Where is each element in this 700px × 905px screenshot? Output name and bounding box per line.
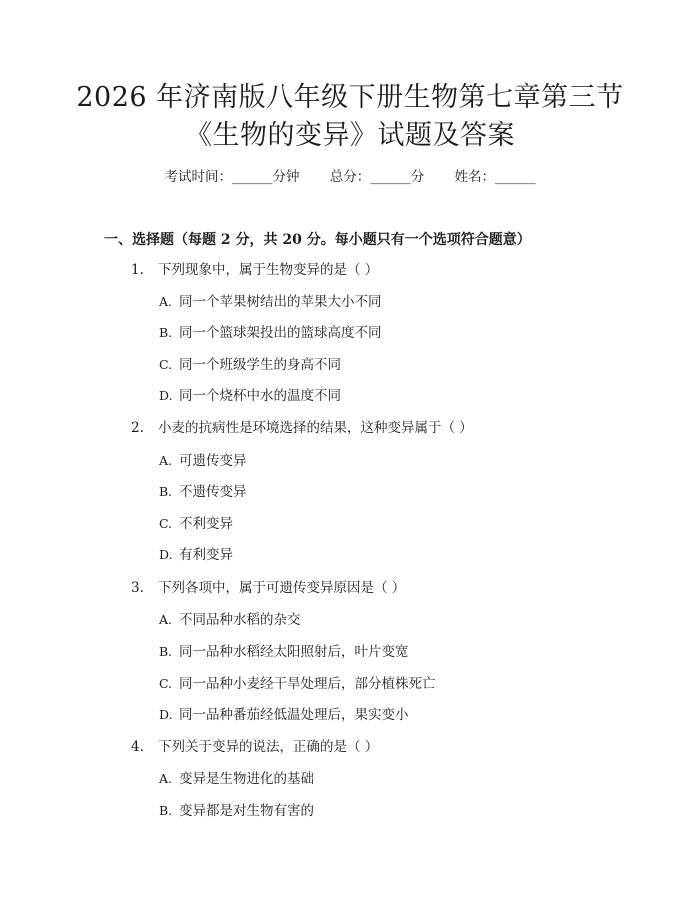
section-heading: 一、选择题（每题 2 分，共 20 分。每小题只有一个选项符合题意） [104, 232, 531, 248]
option-letter: A. [159, 453, 173, 468]
option-3a [159, 610, 301, 630]
option-letter: A. [159, 294, 173, 309]
option-letter: B. [159, 803, 173, 818]
question-text: 下列现象中，属于生物变异的是（ ） [158, 262, 379, 278]
option-letter: D. [159, 707, 173, 722]
option-letter: C. [159, 357, 173, 372]
option-1b [159, 323, 382, 343]
option-text: 可遗传变异 [179, 453, 247, 469]
option-1c [159, 355, 341, 375]
option-text: 有利变异 [179, 547, 233, 563]
option-letter: D. [159, 547, 173, 562]
option-2c [159, 514, 233, 534]
option-text: 不遗传变异 [179, 484, 247, 500]
option-text: 同一品种番茄经低温处理后，果实变小 [179, 707, 409, 723]
option-text: 不利变异 [179, 516, 233, 532]
option-text: 同一品种小麦经干旱处理后，部分植株死亡 [179, 676, 436, 692]
option-text: 同一个烧杯中水的温度不同 [179, 388, 341, 404]
student-name-field: 姓名：______ [454, 169, 536, 185]
option-text: 同一个苹果树结出的苹果大小不同 [179, 294, 382, 310]
document-title-line-1: 2026 年济南版八年级下册生物第七章第三节 [76, 82, 624, 113]
question-text: 下列各项中，属于可遗传变异原因是（ ） [158, 580, 406, 596]
option-4b [159, 801, 314, 821]
option-1a [159, 292, 382, 312]
option-letter: D. [159, 388, 173, 403]
option-text: 不同品种水稻的杂交 [179, 612, 301, 628]
option-text: 同一品种水稻经太阳照射后，叶片变宽 [179, 644, 409, 660]
option-letter: B. [159, 325, 173, 340]
question-text: 下列关于变异的说法，正确的是（ ） [158, 739, 379, 755]
option-2d [159, 545, 233, 565]
option-text: 变异都是对生物有害的 [179, 803, 314, 819]
option-1d [159, 386, 341, 406]
option-text: 变异是生物进化的基础 [179, 771, 314, 787]
option-letter: C. [159, 516, 173, 531]
option-3d [159, 705, 409, 725]
option-letter: C. [159, 676, 173, 691]
total-score-field: 总分：______分 [329, 169, 425, 185]
question-number: 1. [131, 262, 144, 278]
option-3b [159, 642, 409, 662]
option-4a [159, 769, 314, 789]
question-number: 3. [131, 580, 144, 596]
question-3 [131, 578, 405, 598]
document-title-line-2: 《生物的变异》试题及答案 [185, 120, 515, 151]
option-2a [159, 451, 247, 471]
exam-info-row [0, 167, 700, 187]
option-3c [159, 674, 436, 694]
option-text: 同一个班级学生的身高不同 [179, 357, 341, 373]
question-text: 小麦的抗病性是环境选择的结果，这种变异属于（ ） [158, 420, 473, 436]
option-letter: B. [159, 644, 173, 659]
question-2 [131, 418, 473, 438]
question-4 [131, 737, 378, 757]
option-letter: B. [159, 484, 173, 499]
option-text: 同一个篮球架投出的篮球高度不同 [179, 325, 382, 341]
option-2b [159, 482, 247, 502]
option-letter: A. [159, 771, 173, 786]
option-letter: A. [159, 612, 173, 627]
question-number: 2. [131, 420, 144, 436]
question-1 [131, 260, 378, 280]
exam-time-field: 考试时间：______分钟 [164, 169, 300, 185]
question-number: 4. [131, 739, 144, 755]
